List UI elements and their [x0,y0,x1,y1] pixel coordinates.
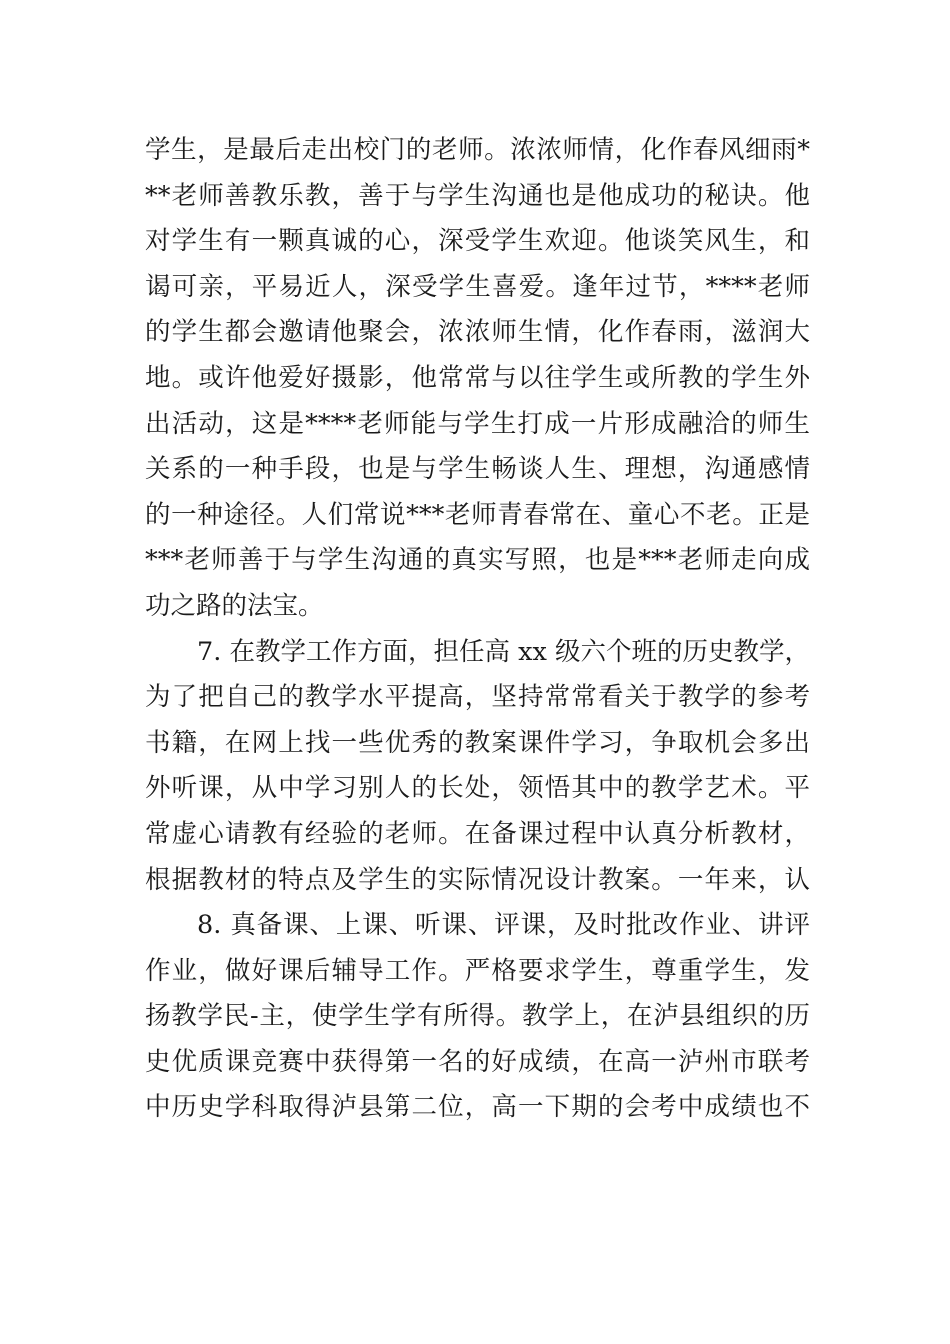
text-line: 的一种途径。人们常说***老师青春常在、童心不老。正是 [145,499,810,530]
paragraph [145,128,810,630]
text-line: 出活动，这是****老师能与学生打成一片形成融洽的师生 [145,408,810,439]
text-line: 功之路的法宝。 [145,590,324,621]
text-line: 的学生都会邀请他聚会，浓浓师生情，化作春雨，滋润大 [145,317,810,348]
text-line: 8. 真备课、上课、听课、评课，及时批改作业、讲评 [197,910,810,941]
text-line: 地。或许他爱好摄影，他常常与以往学生或所教的学生外 [145,362,810,393]
text-line: 为了把自己的教学水平提高，坚持常常看关于教学的参考 [145,682,810,713]
paragraph [145,903,810,1131]
text-line: **老师善教乐教，善于与学生沟通也是他成功的秘诀。他 [145,180,810,211]
text-line: 学生，是最后走出校门的老师。浓浓师情，化作春风细雨* [145,135,810,165]
text-line: 外听课，从中学习别人的长处，领悟其中的教学艺术。平 [145,773,810,804]
text-line: 书籍，在网上找一些优秀的教案课件学习，争取机会多出 [145,727,810,758]
text-line: 谒可亲，平易近人，深受学生喜爱。逢年过节，****老师 [145,271,810,302]
text-line: 7. 在教学工作方面，担任高 xx 级六个班的历史教学， [197,636,810,667]
body-text [145,128,810,1131]
text-line: 根据教材的特点及学生的实际情况设计教案。一年来，认 [145,864,810,895]
text-line: 史优质课竞赛中获得第一名的好成绩，在高一泸州市联考 [145,1046,810,1077]
text-line: 关系的一种手段，也是与学生畅谈人生、理想，沟通感情 [145,454,810,485]
text-line: 常虚心请教有经验的老师。在备课过程中认真分析教材， [145,818,810,849]
text-line: 中历史学科取得泸县第二位，高一下期的会考中成绩也不 [145,1092,810,1123]
text-line: 对学生有一颗真诚的心，深受学生欢迎。他谈笑风生，和 [145,226,810,257]
text-line: 作业，做好课后辅导工作。严格要求学生，尊重学生，发 [145,955,810,986]
text-line: ***老师善于与学生沟通的真实写照，也是***老师走向成 [145,545,810,576]
paragraph [145,630,810,904]
text-line: 扬教学民-主，使学生学有所得。教学上，在泸县组织的历 [145,1001,810,1032]
